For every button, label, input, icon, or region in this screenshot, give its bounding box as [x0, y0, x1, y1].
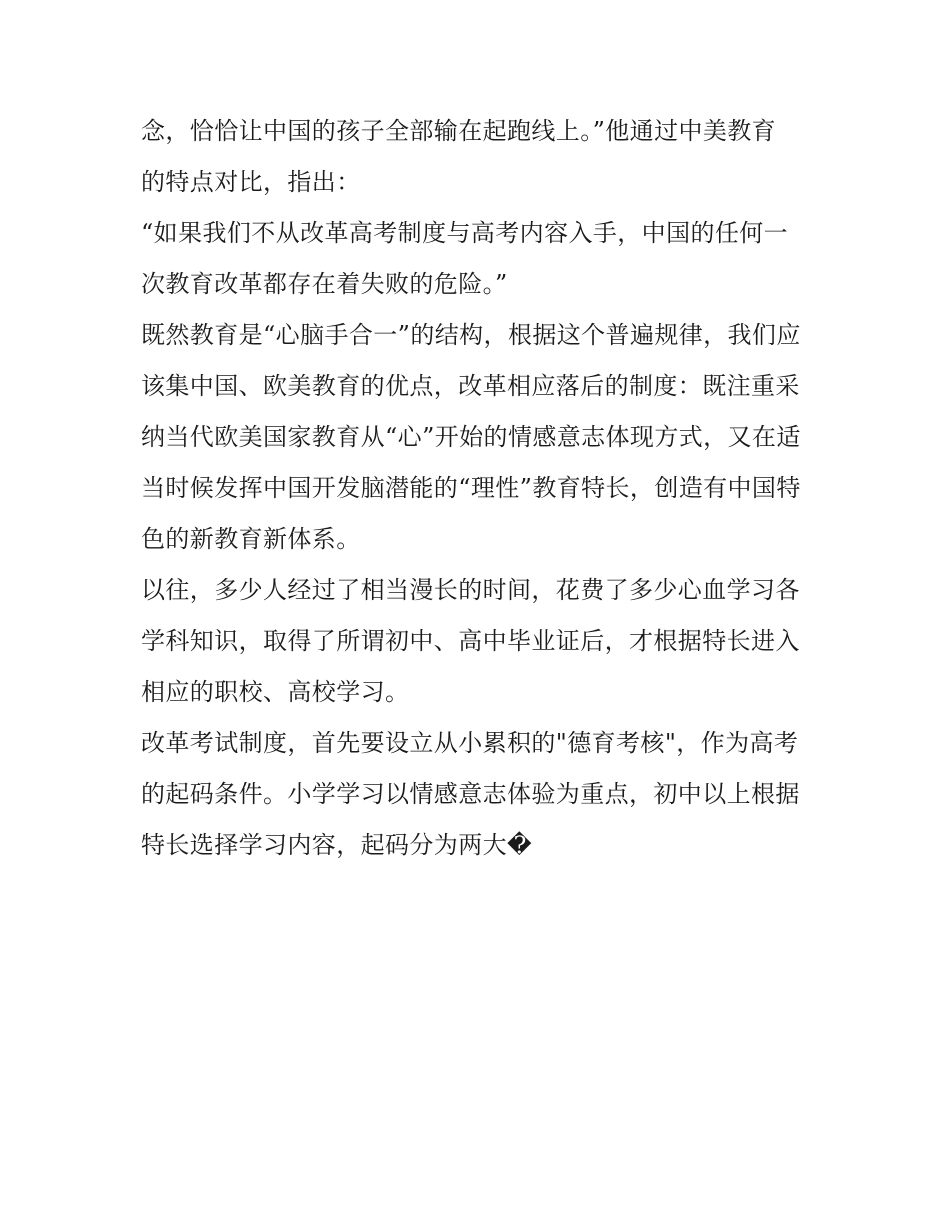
text-line: 的特点对比，指出：: [141, 168, 361, 196]
text-line: 当时候发挥中国开发脑潜能的“理性”教育特长，创造有中国特: [141, 474, 801, 502]
text-line: 次教育改革都存在着失败的危险。”: [141, 270, 508, 298]
text-line: 念，恰恰让中国的孩子全部输在起跑线上。”他通过中美教育: [141, 117, 777, 145]
text-line: 学科知识，取得了所谓初中、高中毕业证后，才根据特长进入: [141, 627, 800, 655]
text-line: 相应的职校、高校学习。: [141, 678, 410, 706]
document-body: [141, 106, 821, 871]
text-line: 该集中国、欧美教育的优点，改革相应落后的制度：既注重采: [141, 372, 800, 400]
text-line: 的起码条件。小学学习以情感意志体验为重点，初中以上根据: [141, 780, 800, 808]
text-line: 纳当代欧美国家教育从“心”开始的情感意志体现方式，又在适: [141, 423, 801, 451]
text-line: 特长选择学习内容，起码分为两大�: [141, 831, 533, 859]
text-line: 色的新教育新体系。: [141, 525, 361, 553]
text-line: “如果我们不从改革高考制度与高考内容入手，中国的任何一: [141, 219, 789, 247]
text-line: 改革考试制度，首先要设立从小累积的"德育考核"，作为高考: [141, 729, 799, 757]
text-line: 以往，多少人经过了相当漫长的时间，花费了多少心血学习各: [141, 576, 800, 604]
text-line: 既然教育是“心脑手合一”的结构，根据这个普遍规律，我们应: [141, 321, 801, 349]
